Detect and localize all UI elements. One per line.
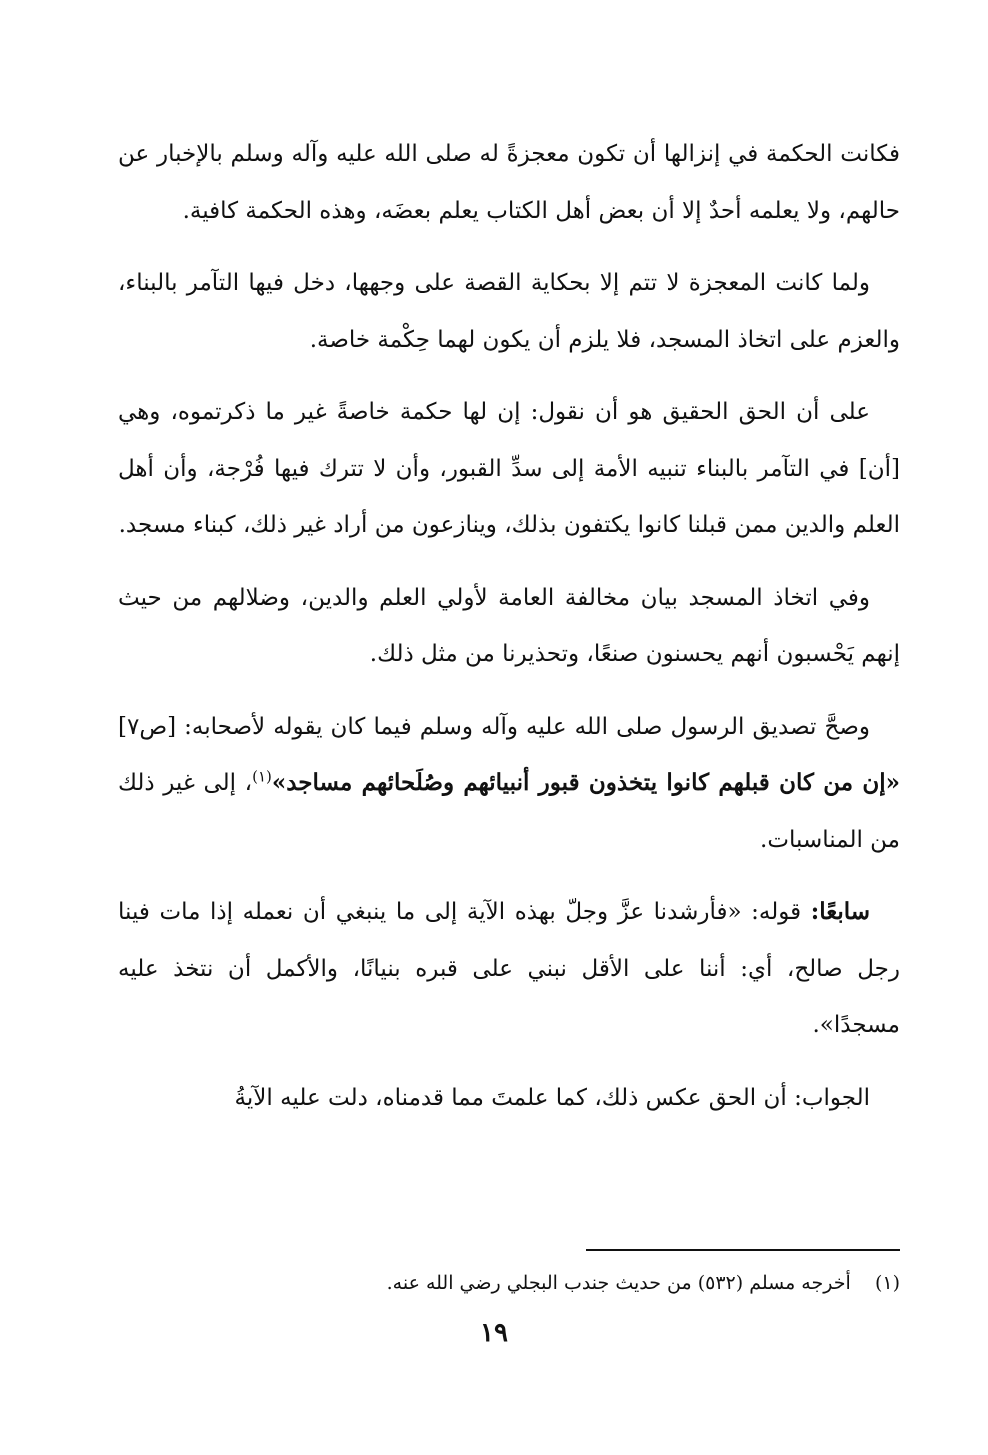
paragraph-text: ولما كانت المعجزة لا تتم إلا بحكاية القصة على وجهها، دخل فيها التآمر بالبناء، والعزم على اتخاذ المسجد، فلا يلزم أن يكون لهما حِكْمة خاصة. [118, 270, 900, 353]
bold-text: «إن من كان قبلهم كانوا يتخذون قبور أنبيائهم وصُلَحائهم مساجد» [271, 769, 901, 796]
paragraph-text: فكانت الحكمة في إنزالها أن تكون معجزةً له صلى الله عليه وآله وسلم بالإخبار عن حالهم، ولا يعلمه أحدٌ إلا أن بعض أهل الكتاب يعلم بعضَه، وهذه الحكمة كافية. [118, 141, 900, 224]
paragraph [118, 384, 900, 554]
body-text [118, 126, 900, 1142]
paragraph [118, 570, 900, 683]
footnote-text: أخرجه مسلم (٥٣٢) من حديث جندب البجلي رضي الله عنه. [386, 1272, 851, 1294]
paragraph-text: وفي اتخاذ المسجد بيان مخالفة العامة لأولي العلم والدين، وضلالهم من حيث إنهم يَحْسبون أنهم يحسنون صنعًا، وتحذيرنا من مثل ذلك. [118, 584, 900, 667]
paragraph-text: قوله: «فأرشدنا عزَّ وجلّ بهذه الآية إلى ما ينبغي أن نعمله إذا مات فينا رجل صالح، أي: أننا على الأقل نبني على قبره بنيانًا، والأكمل أن نتخذ عليه مسجدًا». [118, 899, 900, 1038]
paragraph-text: وصحَّ تصديق الرسول صلى الله عليه وآله وسلم فيما كان يقوله لأصحابه: [ص٧] [118, 713, 870, 740]
paragraph [118, 255, 900, 368]
footnote-marker: (١) [874, 1272, 900, 1294]
paragraph [118, 126, 900, 239]
paragraph [118, 1070, 900, 1127]
paragraph [118, 699, 900, 869]
footnote [118, 1268, 900, 1298]
paragraph-text: الجواب: أن الحق عكس ذلك، كما علمتَ مما قدمناه، دلت عليه الآيةُ [234, 1084, 870, 1111]
bold-text: سابعًا: [810, 898, 870, 925]
footnote-reference: (١) [252, 767, 272, 786]
paragraph-text: على أن الحق الحقيق هو أن نقول: إن لها حكمة خاصةً غير ما ذكرتموه، وهي [أن] في التآمر بالبناء تنبيه الأمة إلى سدِّ القبور، وأن لا تترك فيها فُرْجة، وأن أهل العلم والدين ممن قبلنا كانوا يكتفون بذلك، وينازعون من أراد غير ذلك، كبناء مسجد. [118, 399, 900, 538]
paragraph [118, 884, 900, 1054]
paragraph-text: ، إلى غير ذلك من المناسبات. [118, 770, 900, 853]
footnote-separator [586, 1249, 900, 1251]
page-number: ١٩ [480, 1318, 508, 1348]
